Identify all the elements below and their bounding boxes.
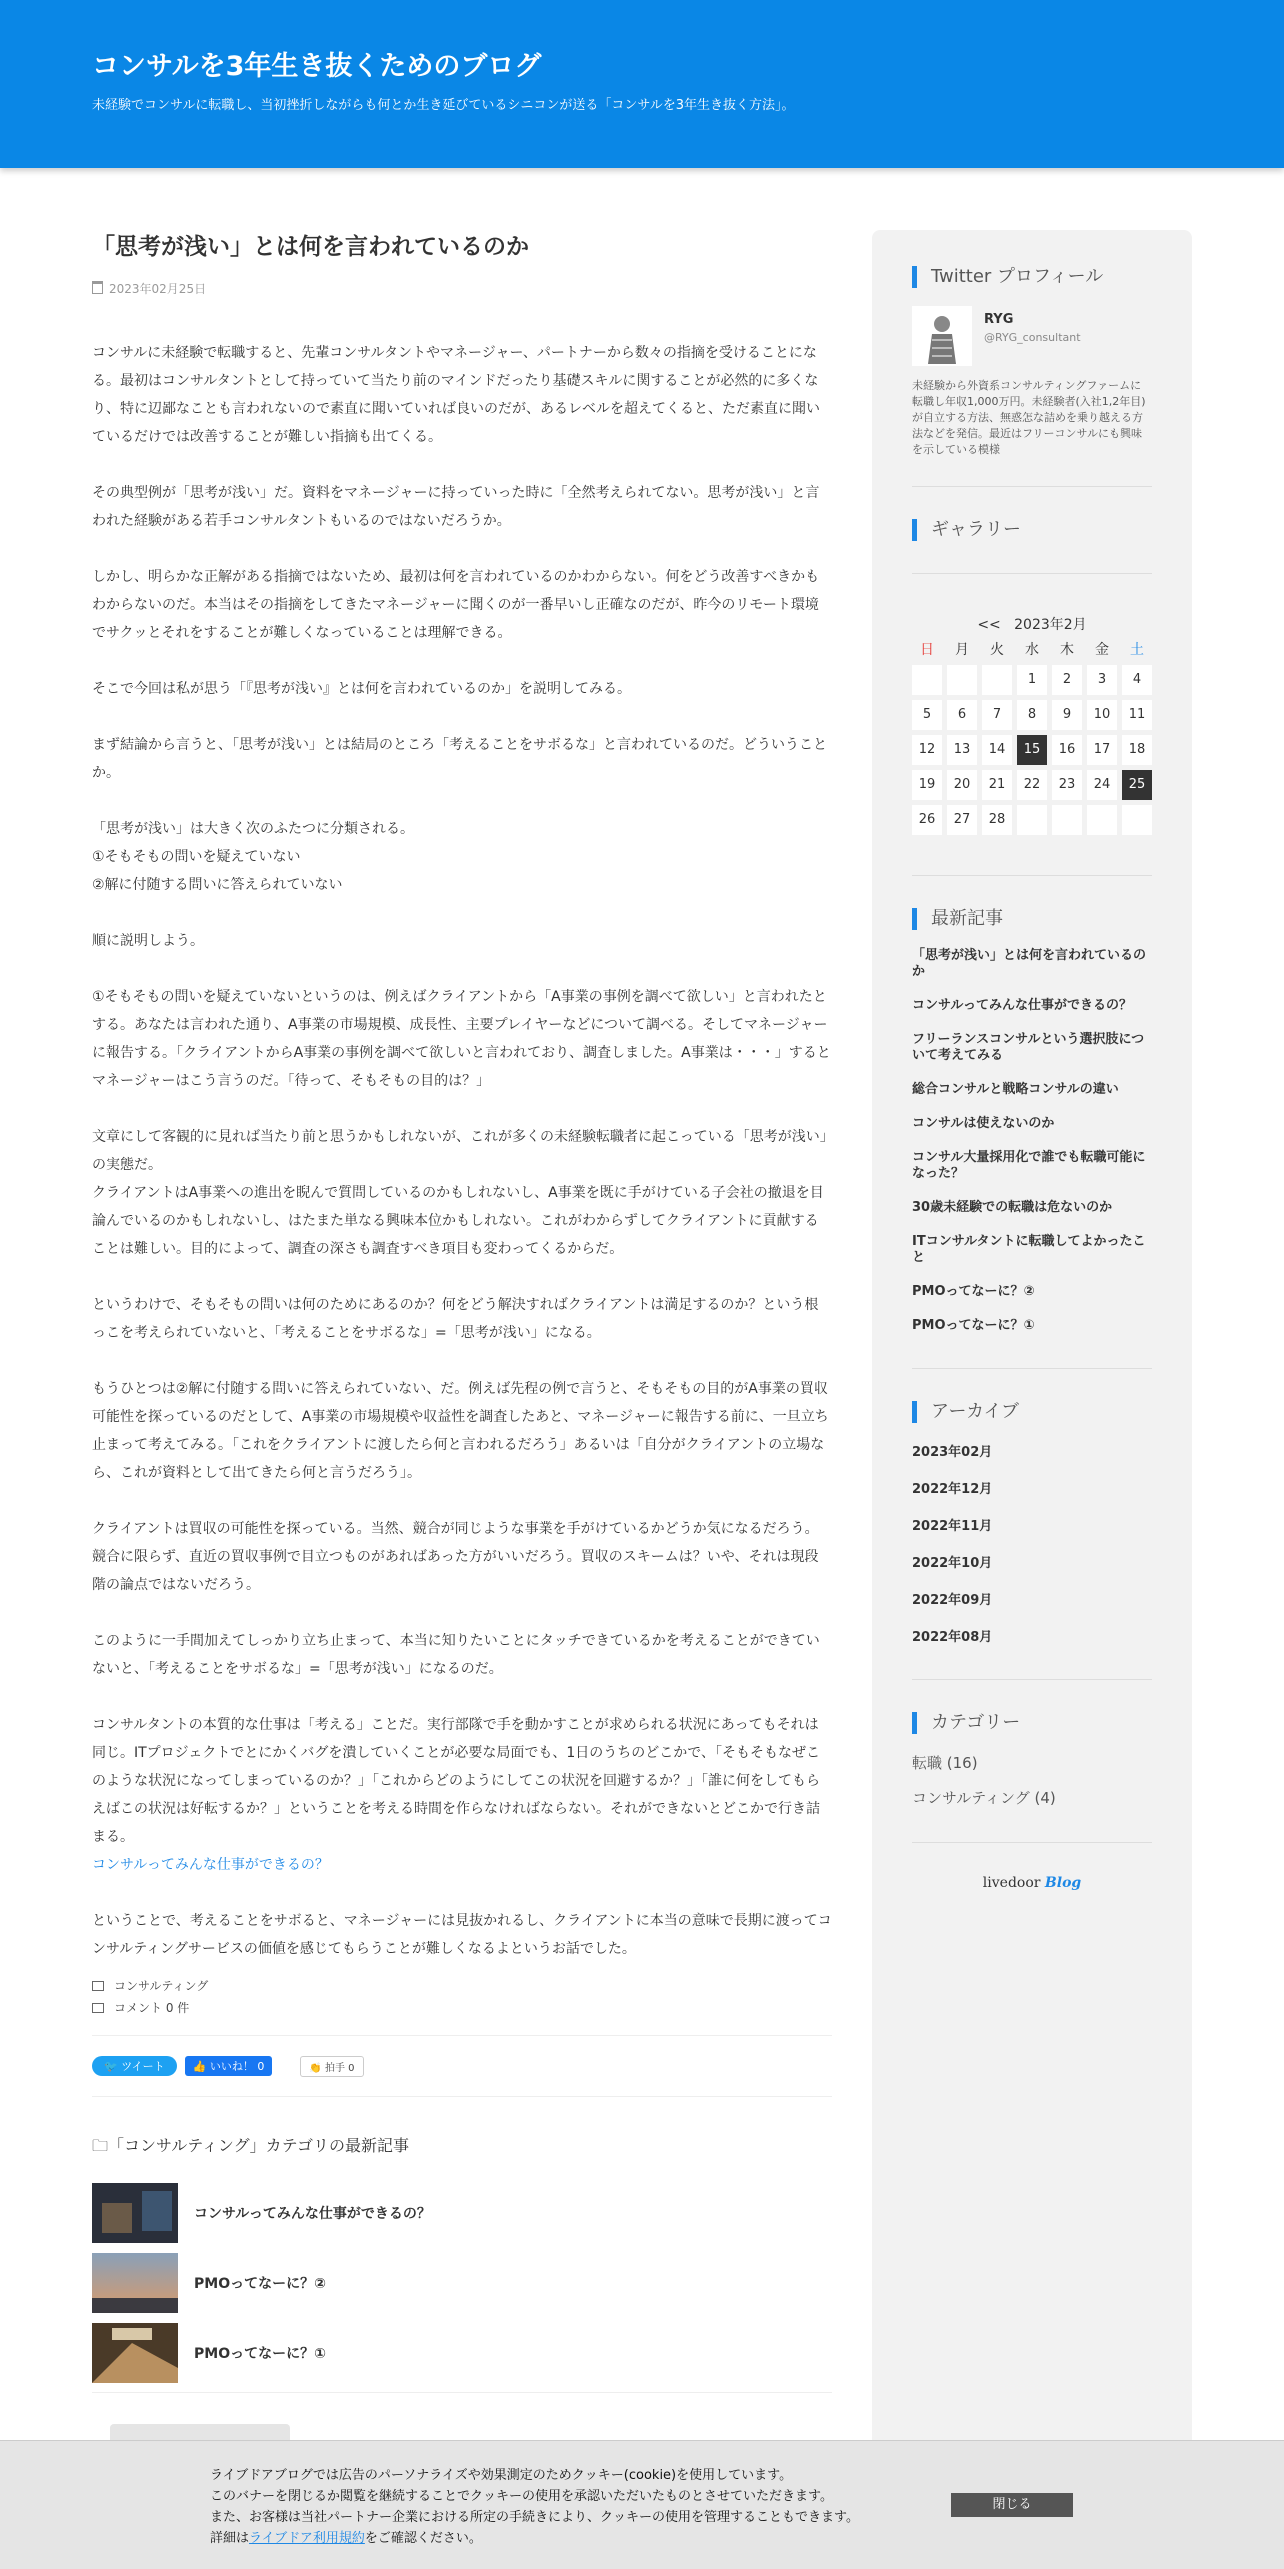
calendar-day: 12 <box>912 735 942 765</box>
post-paragraph: 順に説明しよう。 <box>92 933 204 949</box>
divider <box>912 1842 1152 1843</box>
recent-article-link[interactable]: PMOってなーに？② <box>912 1284 1035 1299</box>
comment-icon <box>92 2003 104 2013</box>
calendar-day: 7 <box>982 700 1012 730</box>
calendar-day: 17 <box>1087 735 1117 765</box>
related-thumbnail <box>92 2183 178 2243</box>
related-title: PMOってなーに？② <box>194 2276 326 2292</box>
post-title: 「思考が浅い」とは何を言われているのか <box>92 234 529 260</box>
post-body <box>92 339 832 1963</box>
recent-article-link[interactable]: フリーランスコンサルという選択肢について考えてみる <box>912 1032 1145 1063</box>
twitter-handle[interactable]: @RYG_consultant <box>984 331 1081 344</box>
calendar-day: 20 <box>947 770 977 800</box>
livedoor-logo-text: livedoor <box>982 1875 1041 1891</box>
recent-article-link[interactable]: PMOってなーに？① <box>912 1318 1035 1333</box>
blog-logo-text: Blog <box>1044 1875 1082 1891</box>
calendar-day: 23 <box>1052 770 1082 800</box>
post-paragraph: 文章にして客観的に見れば当たり前と思うかもしれないが、これが多くの未経験転職者に起こっている「思考が浅い」の実態だ。 クライアントはA事業への進出を睨んで質問しているのかもしれないし、A事業を既に手がけている子会社の撤退を目論んでいるのかもしれないし、はたまた単なる興味本位かもしれない。これがわからずしてクライアントに貢献することは難しい。目的によって、調査の深さも調査すべき項目も変わってくるからだ。 <box>92 1129 827 1257</box>
related-title: コンサルってみんな仕事ができるの？ <box>194 2206 431 2222</box>
calendar-day: 9 <box>1052 700 1082 730</box>
divider <box>912 573 1152 574</box>
facebook-like-button[interactable] <box>185 2056 273 2076</box>
calendar-day: 5 <box>912 700 942 730</box>
calendar-weekday: 金 <box>1095 642 1109 658</box>
calendar-day: 26 <box>912 805 942 835</box>
post-paragraph: 「思考が浅い」は大きく次のふたつに分類される。 ①そもそもの問いを疑えていない ②解に付随する問いに答えられていない <box>92 821 414 893</box>
post-category <box>92 1975 832 1997</box>
post-paragraph: しかし、明らかな正解がある指摘ではないため、最初は何を言われているのかわからない。何をどう改善すべきかもわからないのだ。本当はその指摘をしてきたマネージャーに聞くのが一番早いし正確なのだが、昨今のリモート環境でサクッとそれをすることが難しくなっていることは理解できる。 <box>92 569 820 641</box>
recent-article-link[interactable]: ITコンサルタントに転職してよかったこと <box>912 1234 1146 1265</box>
twitter-profile <box>912 306 1152 366</box>
post-paragraph: コンサルに未経験で転職すると、先輩コンサルタントやマネージャー、パートナーから数々の指摘を受けることになる。最初はコンサルタントとして持っていて当たり前のマインドだったり基礎スキルに関することが必然的に多くなり、特に辺鄙なことも言われないので素直に聞いていれば良いのだが、あるレベルを超えてくると、ただ素直に聞いているだけでは改善することが難しい指摘も出てくる。 <box>92 345 820 445</box>
calendar-day: 16 <box>1052 735 1082 765</box>
calendar-weekday: 木 <box>1060 642 1074 658</box>
post-comments <box>92 1997 832 2019</box>
calendar-day: 21 <box>982 770 1012 800</box>
category-link[interactable]: 転職 (16) <box>912 1754 978 1772</box>
calendar-day: 11 <box>1122 700 1152 730</box>
calendar-day: 14 <box>982 735 1012 765</box>
cookie-banner <box>0 2440 1284 2569</box>
divider <box>912 875 1152 876</box>
twitter-widget-title: Twitter プロフィール <box>912 266 1152 288</box>
tweet-button[interactable] <box>92 2056 177 2076</box>
cookie-line: ライブドアブログでは広告のパーソナライズや効果測定のためクッキー(cookie)を使用しています。 <box>210 2468 793 2483</box>
related-heading <box>92 2133 832 2162</box>
calendar-weekday: 水 <box>1025 642 1039 658</box>
calendar-empty-cell <box>1052 805 1082 835</box>
divider <box>92 2392 832 2393</box>
post-paragraph: まず結論から言うと、「思考が浅い」とは結局のところ「考えることをサボるな」と言われているのだ。どういうことか。 <box>92 737 827 781</box>
clap-label: 拍手 0 <box>325 2062 355 2074</box>
calendar-weekday: 土 <box>1130 642 1144 658</box>
calendar-day: 27 <box>947 805 977 835</box>
cookie-text-pre: 詳細は <box>210 2531 250 2546</box>
post-paragraph: クライアントは買収の可能性を探っている。当然、競合が同じような事業を手がけているかどうか気になるだろう。競合に限らず、直近の買収事例で目立つものがあればあった方がいいだろう。買収のスキームは？いや、それは現段階の論点ではないだろう。 <box>92 1521 819 1593</box>
divider <box>912 1368 1152 1369</box>
archive-widget-title: アーカイブ <box>912 1401 1152 1423</box>
archive-link[interactable]: 2022年08月 <box>912 1630 993 1645</box>
comment-count-link[interactable]: コメント 0 件 <box>114 2001 190 2015</box>
archive-link[interactable]: 2023年02月 <box>912 1445 993 1460</box>
twitter-bird-icon: 🐦 <box>104 2060 122 2073</box>
calendar-day: 6 <box>947 700 977 730</box>
site-header <box>0 0 1284 168</box>
calendar-empty-cell <box>982 665 1012 695</box>
inline-article-link[interactable]: コンサルってみんな仕事ができるの？ <box>92 1857 329 1873</box>
cookie-line <box>210 2528 859 2549</box>
category-widget-title: カテゴリー <box>912 1712 1152 1734</box>
post-paragraph: というわけで、そもそもの問いは何のためにあるのか？何をどう解決すればクライアントは満足するのか？という根っこを考えられていないと、「考えることをサボるな」=「思考が浅い」になる。 <box>92 1297 819 1341</box>
archive-link[interactable]: 2022年10月 <box>912 1556 993 1571</box>
calendar-empty-cell <box>1122 805 1152 835</box>
cookie-close-button[interactable]: 閉じる <box>951 2493 1073 2517</box>
recent-article-link[interactable]: 「思考が浅い」とは何を言われているのか <box>912 948 1147 979</box>
related-heading-text: 「コンサルティング」カテゴリの最新記事 <box>108 2136 409 2155</box>
recent-article-link[interactable]: コンサルってみんな仕事ができるの？ <box>912 998 1132 1013</box>
calendar-day: 8 <box>1017 700 1047 730</box>
archive-link[interactable]: 2022年09月 <box>912 1593 993 1608</box>
twitter-avatar[interactable] <box>912 306 972 366</box>
calendar-day: 22 <box>1017 770 1047 800</box>
clap-icon: 👏 <box>309 2062 325 2074</box>
calendar-icon <box>92 281 103 294</box>
archive-link[interactable]: 2022年12月 <box>912 1482 993 1497</box>
calendar-prev-link[interactable]: << <box>977 617 1001 633</box>
related-article[interactable] <box>92 2182 832 2244</box>
post-paragraph: コンサルタントの本質的な仕事は「考える」ことだ。実行部隊で手を動かすことが求められる状況にあってもそれは同じ。ITプロジェクトでとにかくバグを潰していくことが必要な局面でも、1日のうちのどこかで、「そもそもなぜこのような状況になってしまっているのか？」「これからどのようにしてこの状況を回避するか？」「誰に何をしてもらえばこの状況は好転するか？」ということを考える時間を作らなければならない。それができないとどこかで行き詰まる。 <box>92 1717 821 1845</box>
post-paragraph: このように一手間加えてしっかり立ち止まって、本当に知りたいことにタッチできているかを考えることができていないと、「考えることをサボるな」=「思考が浅い」になるのだ。 <box>92 1633 820 1677</box>
calendar-weekday: 日 <box>920 642 934 658</box>
folder-icon <box>92 1981 104 1991</box>
calendar-weekday: 月 <box>955 642 969 658</box>
post-paragraph: ①そもそもの問いを疑えていないというのは、例えばクライアントから「A事業の事例を調べて欲しい」と言われたとする。あなたは言われた通り、A事業の市場規模、成長性、主要プレイヤーなどについて調べる。そしてマネージャーに報告する。「クライアントからA事業の事例を調べて欲しいと言われており、調査しました。A事業は・・・」するとマネージャーはこう言うのだ。「待って、そもそもの目的は？」 <box>92 989 831 1089</box>
tweet-label: ツイート <box>121 2060 165 2073</box>
calendar <box>912 614 1152 835</box>
cookie-text <box>210 2465 859 2549</box>
post-paragraph: ということで、考えることをサボると、マネージャーには見抜かれるし、クライアントに本当の意味で長期に渡ってコンサルティングサービスの価値を感じてもらうことが難しくなるよというお話でした。 <box>92 1913 832 1957</box>
calendar-empty-cell <box>947 665 977 695</box>
archive-link[interactable]: 2022年11月 <box>912 1519 993 1534</box>
recent-widget-title: 最新記事 <box>912 908 1152 930</box>
calendar-day: 3 <box>1087 665 1117 695</box>
calendar-day: 19 <box>912 770 942 800</box>
calendar-nav <box>912 614 1152 634</box>
calendar-day[interactable]: 25 <box>1122 770 1152 800</box>
post-paragraph: そこで今回は私が思う「『思考が浅い』とは何を言われているのか」を説明してみる。 <box>92 681 631 697</box>
recent-article-link[interactable]: コンサルは使えないのか <box>912 1116 1055 1131</box>
related-article[interactable] <box>92 2322 832 2384</box>
calendar-day: 18 <box>1122 735 1152 765</box>
calendar-day[interactable]: 15 <box>1017 735 1047 765</box>
clap-button[interactable] <box>300 2056 363 2077</box>
related-article[interactable] <box>92 2252 832 2314</box>
main-content <box>92 230 832 2393</box>
calendar-day: 2 <box>1052 665 1082 695</box>
calendar-empty-cell <box>912 665 942 695</box>
category-link[interactable]: コンサルティング <box>114 1979 209 1993</box>
twitter-name[interactable]: RYG <box>984 312 1014 327</box>
calendar-grid <box>912 640 1152 835</box>
sidebar <box>872 230 1192 2568</box>
calendar-day: 28 <box>982 805 1012 835</box>
calendar-month: 2023年2月 <box>1014 617 1087 633</box>
archive-list <box>912 1441 1152 1645</box>
calendar-weekday: 火 <box>990 642 1004 658</box>
like-label: いいね！ 0 <box>209 2060 265 2073</box>
post-date <box>92 280 832 297</box>
calendar-empty-cell <box>1017 805 1047 835</box>
livedoor-blog-logo[interactable] <box>912 1875 1152 1891</box>
calendar-empty-cell <box>1087 805 1117 835</box>
cookie-text-post: をご確認ください。 <box>364 2531 482 2546</box>
related-thumbnail <box>92 2323 178 2383</box>
divider <box>92 2096 832 2097</box>
cookie-line: このバナーを閉じるか閲覧を継続することでクッキーの使用を承認いただいたものとさせていただきます。 <box>210 2489 833 2504</box>
recent-article-link[interactable]: 30歳未経験での転職は危ないのか <box>912 1200 1113 1215</box>
thumbs-up-icon: 👍 <box>192 2060 210 2073</box>
calendar-day: 4 <box>1122 665 1152 695</box>
recent-article-link[interactable]: コンサル大量採用化で誰でも転職可能になった？ <box>912 1150 1146 1181</box>
recent-list <box>912 948 1152 1334</box>
folder-icon: 🗀 <box>92 2136 109 2155</box>
calendar-day: 24 <box>1087 770 1117 800</box>
divider <box>912 1679 1152 1680</box>
calendar-day: 1 <box>1017 665 1047 695</box>
related-thumbnail <box>92 2253 178 2313</box>
share-buttons <box>92 2036 832 2096</box>
site-description: 未経験でコンサルに転職し、当初挫折しながらも何とか生き延びているシニコンが送る「コンサルを3年生き抜く方法」。 <box>92 98 795 113</box>
site-title[interactable]: コンサルを3年生き抜くためのブログ <box>92 51 542 82</box>
twitter-bio: 未経験から外資系コンサルティングファームに転職し年収1,000万円。未経験者(入社1,2年目)が自立する方法、無惑怎な詰めを乗り越える方法などを発信。最近はフリーコンサルにも興味を示している模様 <box>912 379 1146 456</box>
category-list <box>912 1752 1152 1808</box>
cookie-line: また、お客様は当社パートナー企業における所定の手続きにより、クッキーの使用を管理することもできます。 <box>210 2510 859 2525</box>
recent-article-link[interactable]: 総合コンサルと戦略コンサルの違い <box>912 1082 1119 1097</box>
gallery-widget-title: ギャラリー <box>912 519 1152 541</box>
category-link[interactable]: コンサルティング (4) <box>912 1789 1056 1807</box>
post-paragraph: その典型例が「思考が浅い」だ。資料をマネージャーに持っていった時に「全然考えられてない。思考が浅い」と言われた経験がある若手コンサルタントもいるのではないだろうか。 <box>92 485 820 529</box>
terms-link[interactable]: ライブドア利用規約 <box>249 2531 365 2546</box>
post-date-text: 2023年02月25日 <box>109 282 207 296</box>
post-paragraph: もうひとつは②解に付随する問いに答えられていない、だ。例えば先程の例で言うと、そもそもの目的がA事業の買収可能性を探っているのだとして、A事業の市場規模や収益性を調査したあと、マネージャーに報告する前に、一旦立ち止まって考えてみる。「これをクライアントに渡したら何と言われるだろう」あるいは「自分がクライアントの立場なら、これが資料として出てきたら何と言うだろう」。 <box>92 1381 829 1481</box>
related-title: PMOってなーに？① <box>194 2346 326 2362</box>
calendar-day: 10 <box>1087 700 1117 730</box>
calendar-day: 13 <box>947 735 977 765</box>
divider <box>912 486 1152 487</box>
